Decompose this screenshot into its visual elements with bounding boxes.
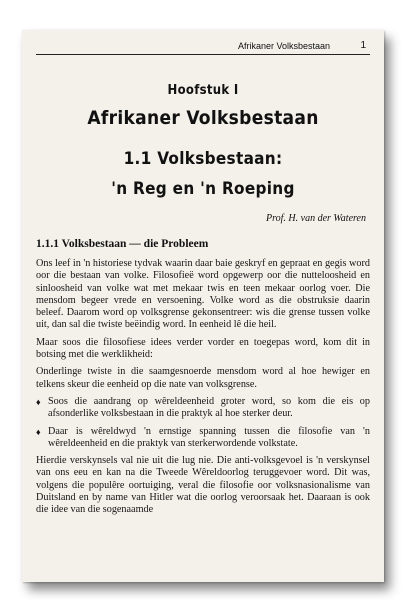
list-item-text: Daar is wêreldwyd 'n ernstige spanning tussen die filosofie van 'n wêreldeenheid en die praktyk van sterkerwordende volkstate. <box>48 425 370 449</box>
chapter-label: Hoofstuk I <box>167 83 239 98</box>
list-item <box>36 396 370 421</box>
section-subtitle: 'n Reg en 'n Roeping <box>111 179 295 199</box>
bullet-list <box>36 396 370 450</box>
running-header <box>36 40 370 55</box>
subsection-heading: 1.1.1 Volksbestaan — die Probleem <box>36 238 209 250</box>
body-text <box>36 258 370 522</box>
paragraph: Ons leef in 'n historiese tydvak waarin daar baie geskryf en gepraat en gegis word oor die bestaan van volke. Filosofieë word opgewerp oor die nutteloosheid en sinloosheid van volke wat met mekaar twis en teen mekaar oorlog voer. Die mensdom begeer vrede en versoening. Volke word as die obstruksie daarin beleef. Daarom word op volksgrense gekonsentreer: wis die grense tussen volke uit, dan sal die twiste beëindig word. In eenheid lê die heil. <box>36 258 370 331</box>
diamond-bullet-icon: ♦ <box>36 426 41 437</box>
running-title: Afrikaner Volksbestaan <box>237 41 330 51</box>
paragraph: Onderlinge twiste in die saamgesnoerde mensdom word al hoe hewiger en telkens skeur die eenheid op die nate van volksgrense. <box>36 366 370 390</box>
section-title: 1.1 Volksbestaan: <box>123 149 283 169</box>
page-number: 1 <box>360 40 366 51</box>
paragraph: Maar soos die filosofiese idees verder vorder en toegepas word, kom dit in botsing met die werklikheid: <box>36 336 370 361</box>
author-byline: Prof. H. van der Wateren <box>266 213 366 224</box>
diamond-bullet-icon: ♦ <box>36 396 41 407</box>
paragraph: Hierdie verskynsels val nie uit die lug nie. Die anti-volksgevoel is 'n verskynsel van ons eeu en kan na die Tweede Wêreldoorlog teruggevoer word. Dit was, volgens die populêre oortuiging, veral die filosofie oor volksnasionalisme van Duitsland en by name van Hitler wat die oorlog veroorsaak het. Daaraan is ook die idee van die sogenaamde <box>36 455 370 516</box>
book-page <box>22 30 384 582</box>
list-item <box>36 426 370 451</box>
list-item-text: Soos die aandrang op wêreldeenheid groter word, so kom die eis op afsonderlike volksbestaan in die praktyk al hoe sterker deur. <box>48 395 370 420</box>
chapter-title: Afrikaner Volksbestaan <box>87 107 319 129</box>
